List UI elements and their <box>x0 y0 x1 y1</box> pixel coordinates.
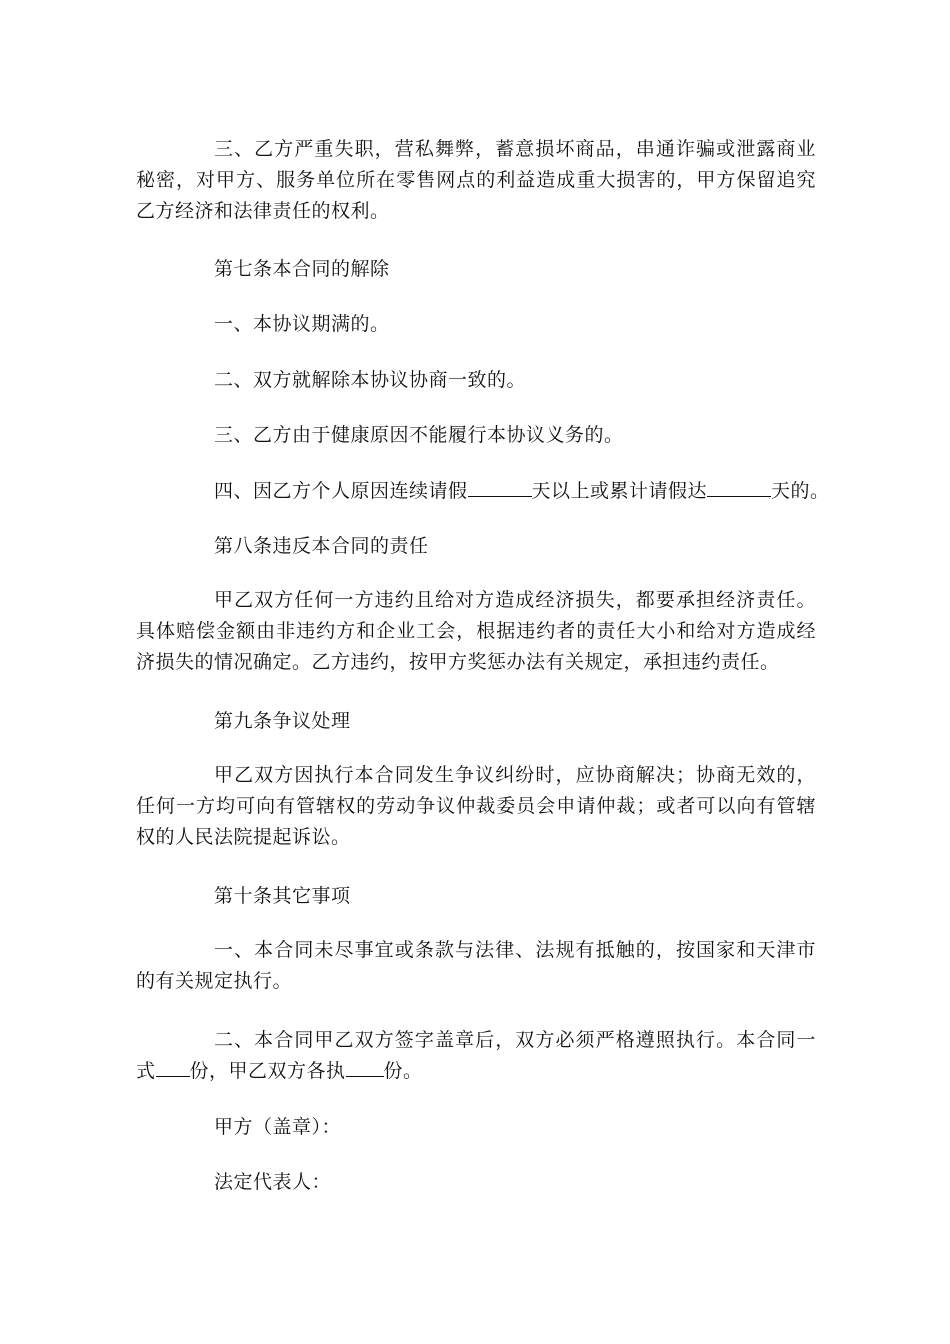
article-7-item-3: 三、乙方由于健康原因不能履行本协议义务的。 <box>214 424 624 446</box>
legal-representative-label: 法定代表人： <box>214 1171 332 1193</box>
article-8-body: 甲乙双方任何一方违约且给对方造成经济损失，都要承担经济责任。具体赔偿金额由非违约方和企业工会，根据违约者的责任大小和给对方造成经济损失的情况确定。乙方违约，按甲方奖惩办法有关规定，承担违约责任。 <box>136 589 816 673</box>
article-7-item-2: 二、双方就解除本协议协商一致的。 <box>214 369 527 391</box>
article-7-item-4-part-b: 天以上或累计请假达 <box>531 480 708 502</box>
article-10-title: 第十条其它事项 <box>214 885 351 907</box>
article-10-item-2 <box>136 1025 816 1087</box>
article-7-item-1: 一、本协议期满的。 <box>214 313 390 335</box>
article-7-title: 第七条本合同的解除 <box>214 258 390 280</box>
party-a-seal-label: 甲方（盖章）： <box>214 1116 342 1138</box>
article-9-title: 第九条争议处理 <box>214 710 351 732</box>
leave-days-blank <box>468 478 532 497</box>
article-9-body: 甲乙双方因执行本合同发生争议纠纷时，应协商解决；协商无效的，任何一方均可向有管辖权的劳动争议仲裁委员会申请仲裁；或者可以向有管辖权的人民法院提起诉讼。 <box>136 764 816 848</box>
article-10-item-1: 一、本合同未尽事宜或条款与法律、法规有抵触的，按国家和天津市的有关规定执行。 <box>136 939 816 992</box>
article-7-item-4-part-c: 天的。 <box>771 480 830 502</box>
cumulative-leave-blank <box>707 478 771 497</box>
article-10-item-2-part-c: 份。 <box>383 1060 423 1082</box>
copies-each-blank <box>346 1058 384 1077</box>
article-7-item-4 <box>214 476 830 507</box>
article-10-item-2-part-a: 二、本合同甲乙双方签字盖章后，双方必须严格遵照执行。本合同一式 <box>136 1029 816 1082</box>
breach-clause-3: 三、乙方严重失职，营私舞弊，蓄意损坏商品，串通诈骗或泄露商业秘密，对甲方、服务单位所在零售网点的利益造成重大损害的，甲方保留追究乙方经济和法律责任的权利。 <box>136 138 816 222</box>
copies-total-blank <box>156 1058 190 1077</box>
article-7-item-4-part-a: 四、因乙方个人原因连续请假 <box>214 480 468 502</box>
article-10-item-2-part-b: 份，甲乙双方各执 <box>189 1060 346 1082</box>
article-8-title: 第八条违反本合同的责任 <box>214 535 429 557</box>
